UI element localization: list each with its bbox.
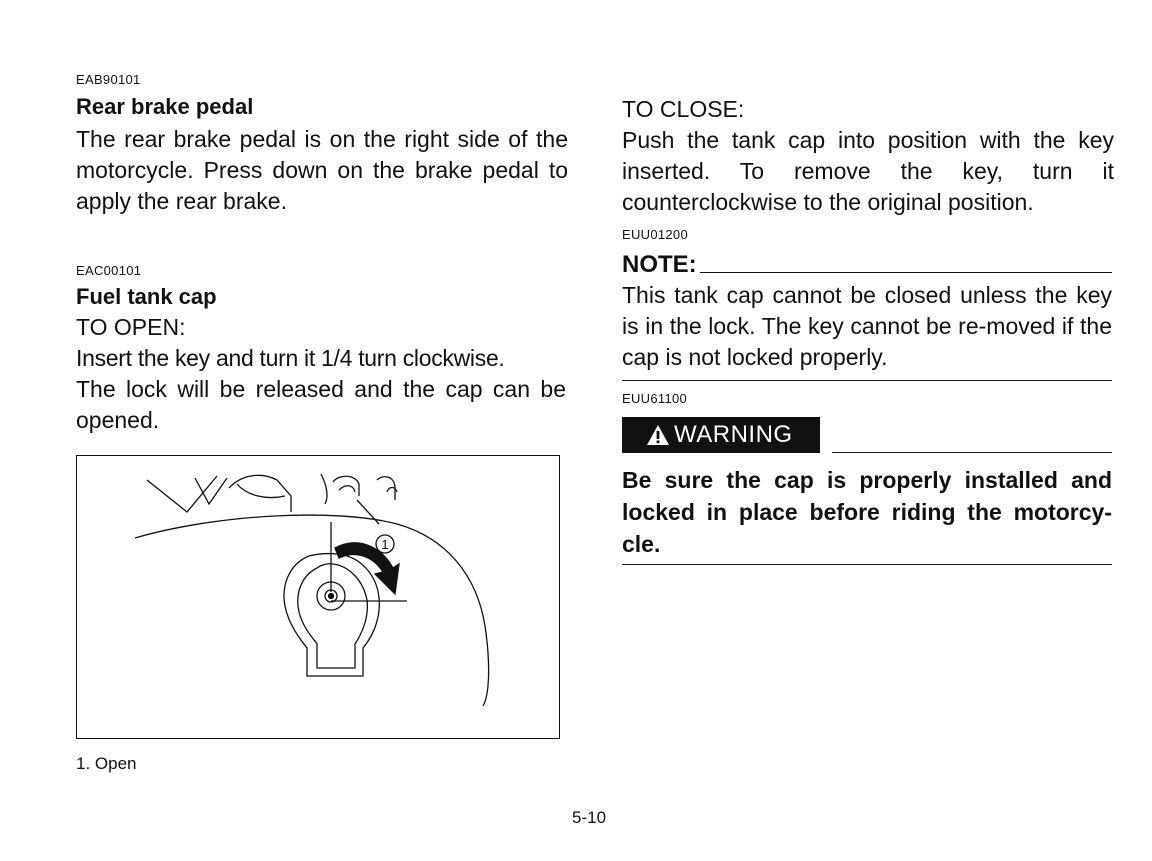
heading-rear-brake-pedal: Rear brake pedal bbox=[76, 94, 254, 119]
warning-code: EUU61100 bbox=[622, 391, 688, 406]
fuel-cap-paragraph bbox=[76, 312, 566, 436]
to-close-paragraph bbox=[622, 94, 1114, 218]
note-end-rule bbox=[622, 380, 1112, 381]
heading-fuel-tank-cap: Fuel tank cap bbox=[76, 284, 217, 309]
note-text: This tank cap cannot be closed unless the key is in the lock. The key cannot be re-moved if the cap is not locked properly. bbox=[622, 282, 1112, 370]
rear-brake-paragraph bbox=[76, 124, 568, 217]
fuel-cap-illustration bbox=[76, 455, 560, 739]
warning-rule bbox=[832, 452, 1112, 453]
warning-end-rule bbox=[622, 564, 1112, 565]
fuel-cap-drawing bbox=[77, 456, 559, 738]
note-label: NOTE: bbox=[622, 251, 697, 278]
note-code: EUU01200 bbox=[622, 227, 688, 242]
note-rule bbox=[700, 272, 1112, 273]
warning-text: Be sure the cap is properly installed and locked in place before riding the motorcy-cle. bbox=[622, 467, 1112, 557]
warning-triangle-icon bbox=[646, 424, 670, 446]
section-code-rear-brake: EAB90101 bbox=[76, 72, 141, 87]
warning-label: WARNING bbox=[674, 421, 793, 448]
warning-banner bbox=[622, 417, 820, 453]
to-open-text-2: The lock will be released and the cap can be opened. bbox=[76, 376, 566, 433]
callout-number: 1 bbox=[381, 537, 389, 552]
to-close-label: TO CLOSE: bbox=[622, 96, 745, 122]
rear-brake-text: The rear brake pedal is on the right side of the motorcycle. Press down on the brake pedal to apply the rear brake. bbox=[76, 126, 568, 214]
to-open-label: TO OPEN: bbox=[76, 314, 186, 340]
page-number: 5-10 bbox=[572, 808, 607, 827]
figure-caption: 1. Open bbox=[76, 754, 137, 773]
to-close-text: Push the tank cap into position with the key inserted. To remove the key, turn it counterclockwise to the original position. bbox=[622, 127, 1114, 215]
note-paragraph bbox=[622, 280, 1112, 373]
to-open-text-1: Insert the key and turn it 1/4 turn clockwise. bbox=[76, 345, 505, 371]
section-code-fuel-cap: EAC00101 bbox=[76, 263, 142, 278]
